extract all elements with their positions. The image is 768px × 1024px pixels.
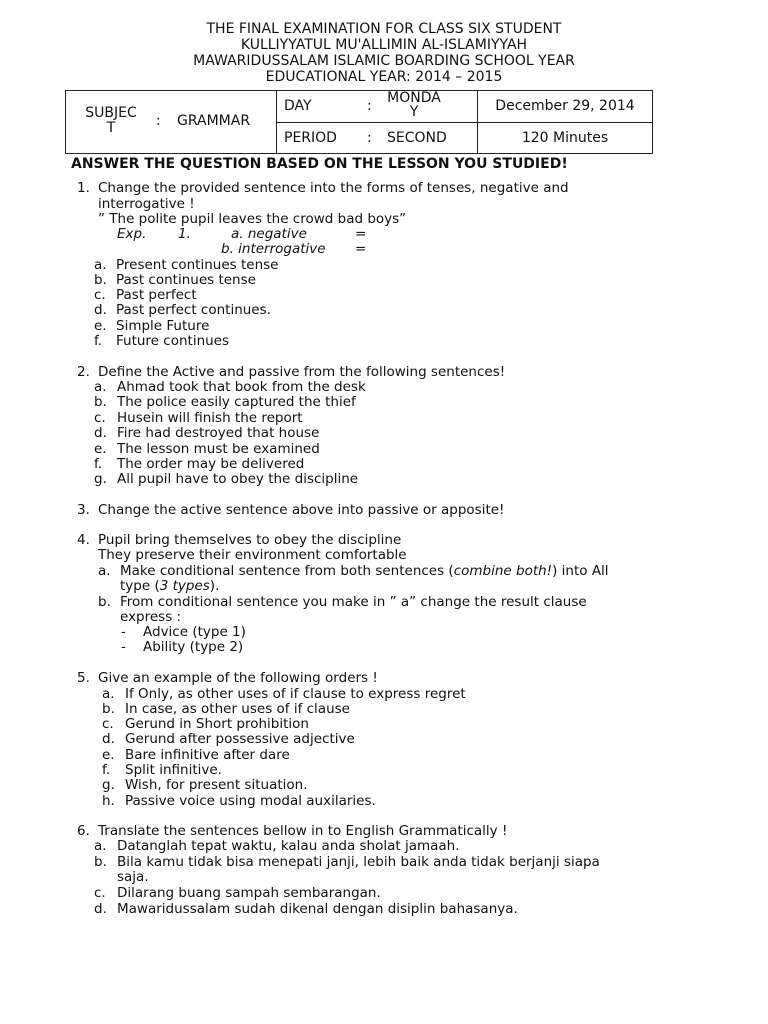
sub-item: Ability (type 2) bbox=[143, 639, 244, 655]
list-item-letter: a. bbox=[94, 257, 107, 273]
exam-header bbox=[0, 21, 768, 85]
list-item-letter: d. bbox=[102, 731, 115, 747]
sub-item: Advice (type 1) bbox=[143, 624, 246, 640]
list-item: Wish, for present situation. bbox=[125, 777, 308, 793]
list-item: Bare infinitive after dare bbox=[125, 747, 290, 763]
list-item-letter: a. bbox=[94, 838, 107, 854]
list-item: Ahmad took that book from the desk bbox=[117, 379, 366, 395]
list-item: Gerund in Short prohibition bbox=[125, 716, 309, 732]
list-item-letter: a. bbox=[94, 379, 107, 395]
list-item: Split infinitive. bbox=[125, 762, 222, 778]
list-item: express : bbox=[120, 609, 182, 625]
day-value: MONDA Y bbox=[387, 90, 441, 121]
list-item-letter: f. bbox=[94, 333, 103, 349]
question-text: Give an example of the following orders ! bbox=[98, 670, 378, 686]
list-item: Gerund after possessive adjective bbox=[125, 731, 355, 747]
list-item-letter: e. bbox=[94, 318, 107, 334]
list-item: The lesson must be examined bbox=[117, 441, 320, 457]
list-item-letter: c. bbox=[102, 716, 114, 732]
header-school: KULLIYYATUL MU'ALLIMIN AL-ISLAMIYYAH bbox=[240, 37, 528, 53]
question-number: 3. bbox=[77, 502, 90, 518]
example-label: Exp. bbox=[117, 226, 147, 242]
exam-info-table bbox=[65, 90, 653, 154]
period-value: SECOND bbox=[387, 129, 447, 146]
list-item-letter: d. bbox=[94, 302, 107, 318]
list-item: Past perfect bbox=[116, 287, 197, 303]
list-item-letter: c. bbox=[94, 287, 106, 303]
example-negative: a. negative bbox=[231, 226, 307, 242]
question-number: 5. bbox=[77, 670, 90, 686]
list-item: Dilarang buang sampah sembarangan. bbox=[117, 885, 381, 901]
list-item: Mawaridussalam sudah dikenal dengan disiplin bahasanya. bbox=[117, 901, 518, 917]
list-item: All pupil have to obey the discipline bbox=[117, 471, 359, 487]
list-item-letter: b. bbox=[94, 394, 107, 410]
list-item-letter: a. bbox=[98, 563, 111, 579]
list-item-letter: h. bbox=[102, 793, 115, 809]
list-item-letter: f. bbox=[94, 456, 103, 472]
day-cell bbox=[277, 91, 478, 123]
list-item-letter: b. bbox=[98, 594, 111, 610]
header-year: EDUCATIONAL YEAR: 2014 – 2015 bbox=[265, 69, 503, 85]
list-item: In case, as other uses of if clause bbox=[125, 701, 350, 717]
list-item: Fire had destroyed that house bbox=[117, 425, 320, 441]
list-item: If Only, as other uses of if clause to express regret bbox=[125, 686, 466, 702]
question-number: 4. bbox=[77, 532, 90, 548]
subject-colon: : bbox=[156, 113, 161, 129]
list-item-letter: e. bbox=[102, 747, 115, 763]
instruction: ANSWER THE QUESTION BASED ON THE LESSON YOU STUDIED! bbox=[71, 156, 568, 172]
period-colon: : bbox=[367, 129, 372, 146]
list-item-letter: b. bbox=[94, 272, 107, 288]
question-text: Pupil bring themselves to obey the discipline bbox=[98, 532, 402, 548]
sub-item-dash: - bbox=[121, 639, 126, 655]
subject-label: SUBJEC T bbox=[85, 105, 137, 136]
day-colon: : bbox=[367, 98, 372, 115]
list-item-letter: d. bbox=[94, 425, 107, 441]
equals-sign: = bbox=[355, 241, 367, 257]
question-number: 2. bbox=[77, 364, 90, 380]
example-sentence: ” The polite pupil leaves the crowd bad boys” bbox=[98, 211, 407, 227]
subject-cell bbox=[66, 91, 277, 154]
list-item-letter: b. bbox=[94, 854, 107, 870]
list-item-letter: b. bbox=[102, 701, 115, 717]
list-item: From conditional sentence you make in ” a” change the result clause bbox=[120, 594, 587, 610]
question-number: 6. bbox=[77, 823, 90, 839]
list-item: Simple Future bbox=[116, 318, 210, 334]
question-text: They preserve their environment comfortable bbox=[98, 547, 407, 563]
list-item: Future continues bbox=[116, 333, 230, 349]
sub-item-dash: - bbox=[121, 624, 126, 640]
question-text: interrogative ! bbox=[98, 196, 195, 212]
question-text: Change the provided sentence into the forms of tenses, negative and bbox=[98, 180, 569, 196]
list-item: The order may be delivered bbox=[117, 456, 305, 472]
list-item-letter: a. bbox=[102, 686, 115, 702]
list-item: type (3 types). bbox=[120, 578, 220, 594]
list-item-letter: c. bbox=[94, 885, 106, 901]
list-item-letter: e. bbox=[94, 441, 107, 457]
list-item: Passive voice using modal auxilaries. bbox=[125, 793, 376, 809]
list-item-letter: f. bbox=[102, 762, 111, 778]
list-item: The police easily captured the thief bbox=[117, 394, 356, 410]
question-text: Change the active sentence above into passive or apposite! bbox=[98, 502, 505, 518]
list-item-letter: d. bbox=[94, 901, 107, 917]
list-item: Make conditional sentence from both sentences (combine both!) into All bbox=[120, 563, 609, 579]
date-cell: December 29, 2014 bbox=[478, 91, 653, 123]
list-item: saja. bbox=[117, 869, 149, 885]
list-item-letter: g. bbox=[102, 777, 115, 793]
day-label: DAY bbox=[284, 98, 312, 115]
list-item-letter: g. bbox=[94, 471, 107, 487]
example-number: 1. bbox=[178, 226, 191, 242]
header-title: THE FINAL EXAMINATION FOR CLASS SIX STUDENT bbox=[206, 21, 562, 37]
list-item: Past continues tense bbox=[116, 272, 256, 288]
subject-value: GRAMMAR bbox=[177, 113, 251, 129]
list-item: Datanglah tepat waktu, kalau anda sholat jamaah. bbox=[117, 838, 460, 854]
equals-sign: = bbox=[355, 226, 367, 242]
question-text: Translate the sentences bellow in to English Grammatically ! bbox=[98, 823, 508, 839]
period-cell bbox=[277, 122, 478, 154]
list-item-letter: c. bbox=[94, 410, 106, 426]
duration-cell: 120 Minutes bbox=[478, 122, 653, 154]
question-text: Define the Active and passive from the following sentences! bbox=[98, 364, 506, 380]
example-interrogative: b. interrogative bbox=[221, 241, 326, 257]
question-number: 1. bbox=[77, 180, 90, 196]
period-label: PERIOD bbox=[284, 129, 337, 146]
list-item: Husein will finish the report bbox=[117, 410, 303, 426]
list-item: Bila kamu tidak bisa menepati janji, lebih baik anda tidak berjanji siapa bbox=[117, 854, 600, 870]
list-item: Past perfect continues. bbox=[116, 302, 271, 318]
list-item: Present continues tense bbox=[116, 257, 279, 273]
header-institution: MAWARIDUSSALAM ISLAMIC BOARDING SCHOOL YEAR bbox=[193, 53, 575, 69]
